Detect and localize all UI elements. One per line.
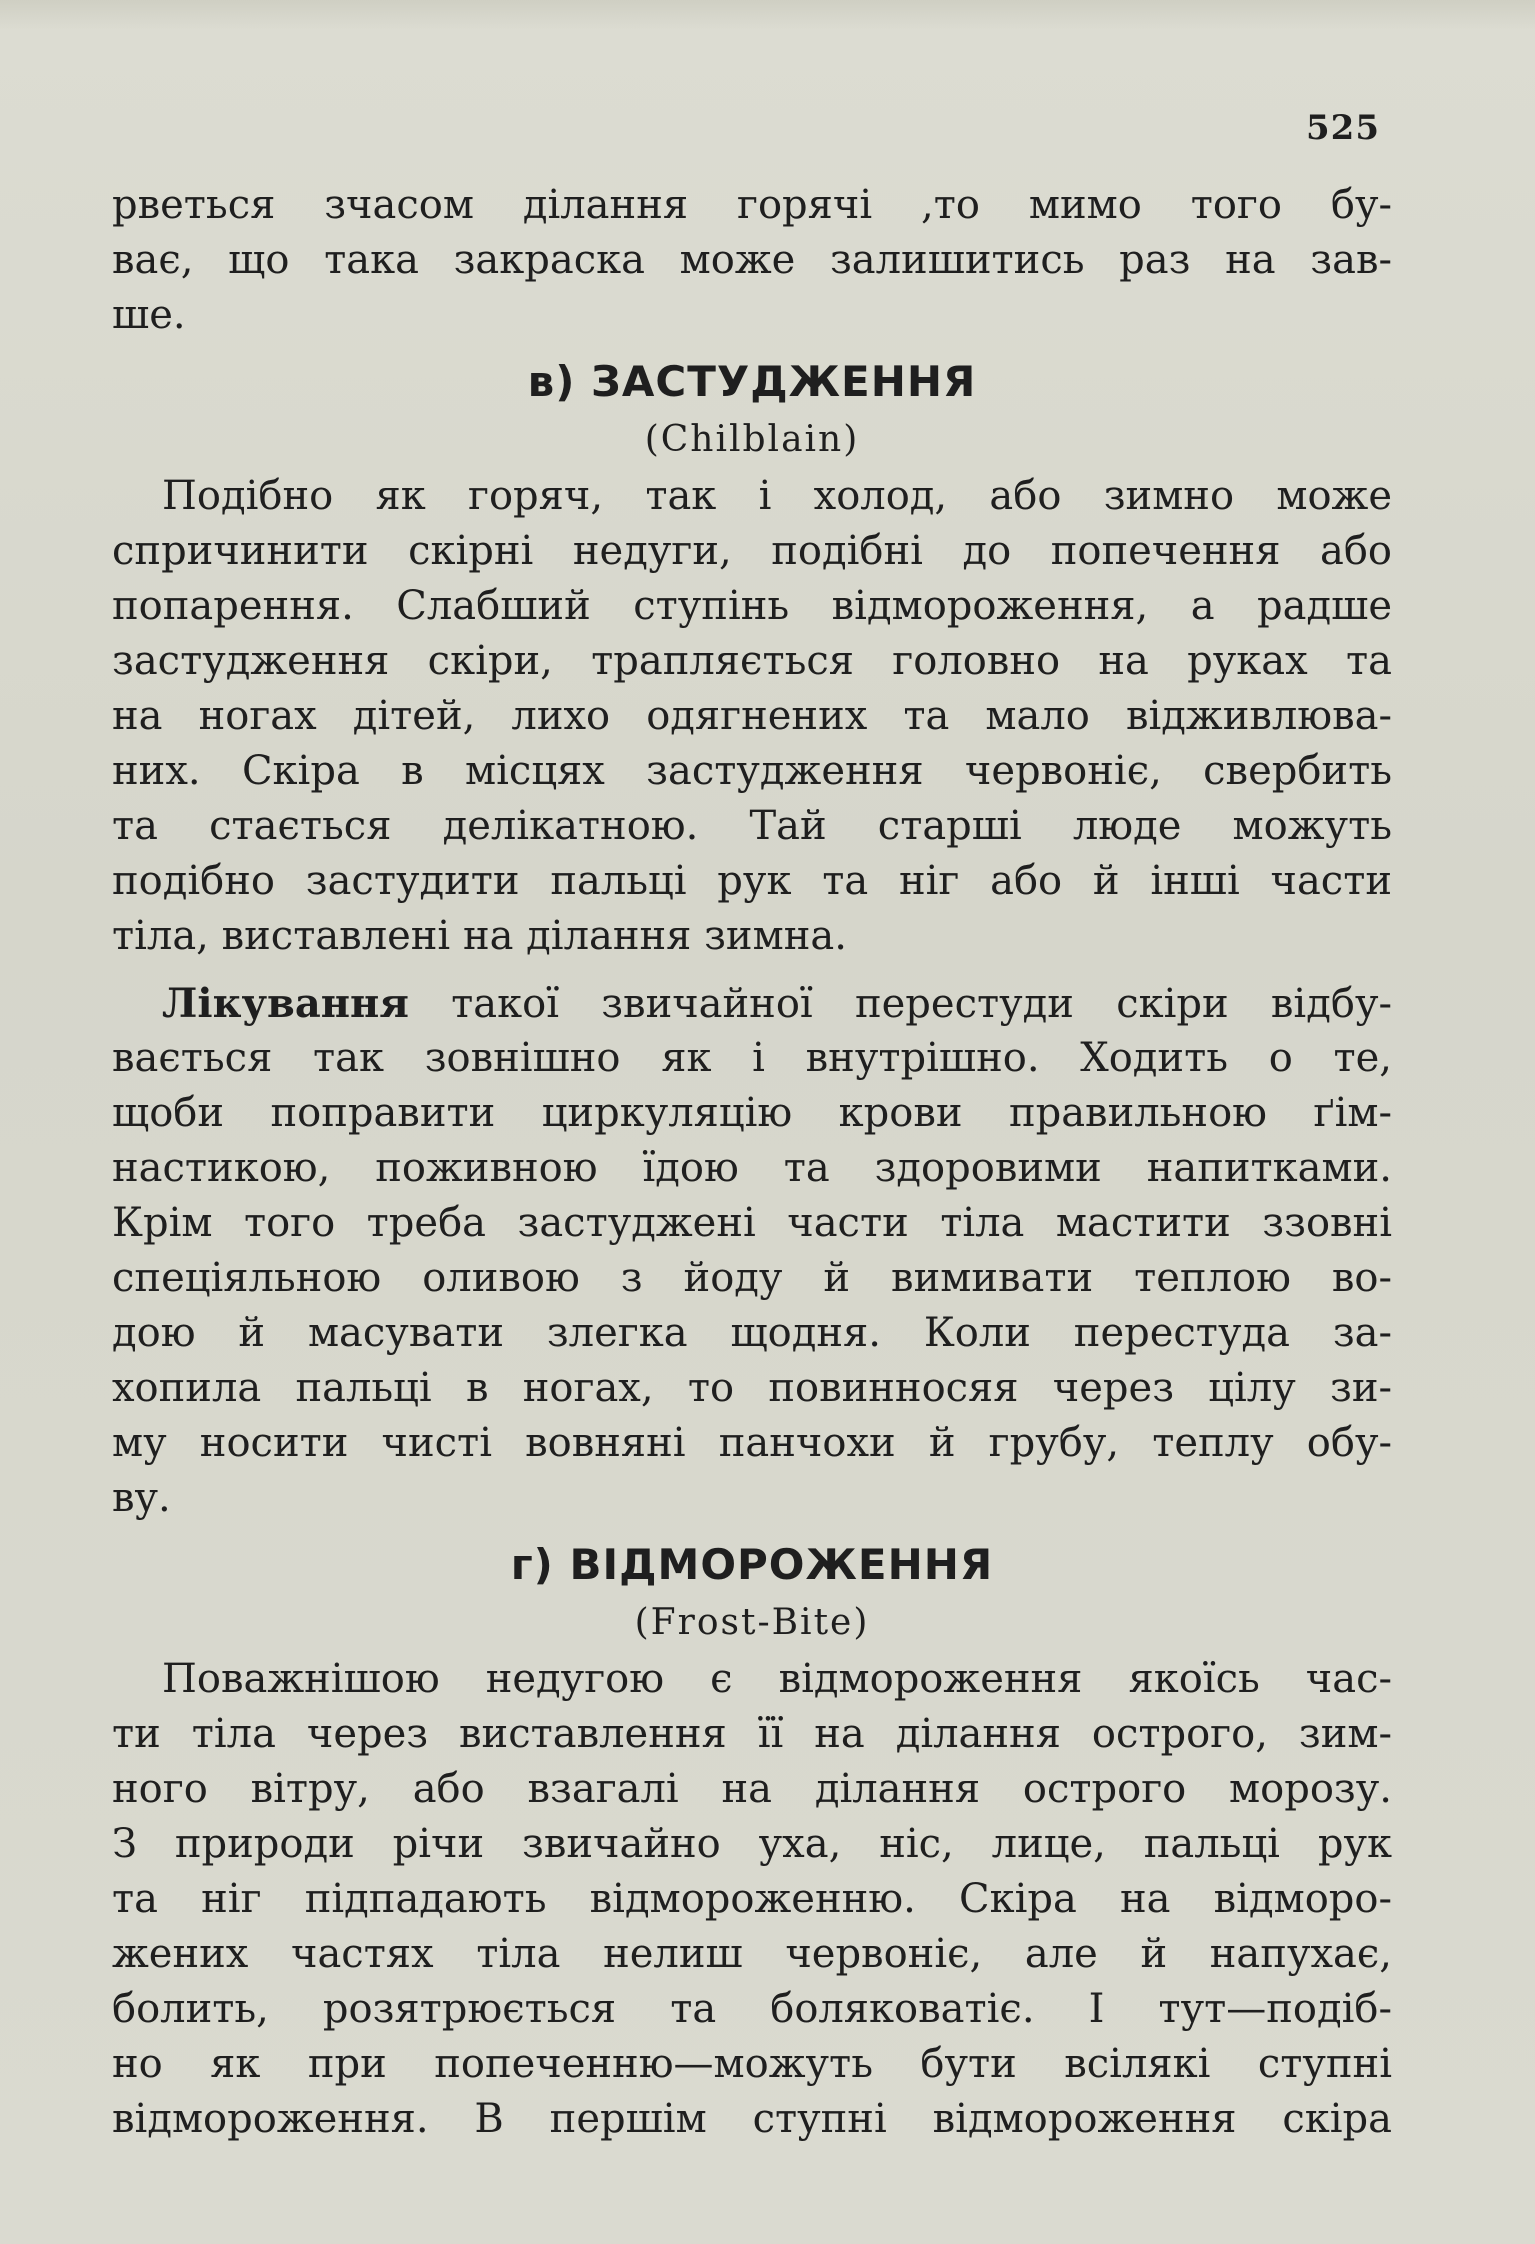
page-top-shadow: [0, 0, 1535, 30]
text-line: хопила пальці в ногах, то повинносяя через цілу зи-: [112, 1365, 1392, 1411]
text-line: ти тіла через виставлення її на ділання острого, зим-: [112, 1711, 1392, 1757]
section-subheading-chilblain: (Chilblain): [644, 419, 860, 460]
section-heading-frostbite: г) ВІДМОРОЖЕННЯ: [510, 1540, 994, 1589]
text-line: жених частях тіла нелиш червоніє, але й напухає,: [112, 1931, 1392, 1977]
text-line: ного вітру, або взагалі на ділання острого морозу.: [112, 1766, 1392, 1812]
section-heading-chilblain: в) ЗАСТУДЖЕННЯ: [527, 357, 977, 406]
paragraph-gap: [112, 964, 1392, 976]
text-line: щоби поправити циркуляцію крови правильною ґім-: [112, 1090, 1392, 1136]
text-line: та ніг підпадають відмороженню. Скіра на відморо-: [112, 1876, 1392, 1922]
paragraph-chilblain-treatment: [112, 976, 1392, 1526]
text-line: ву.: [112, 1475, 171, 1521]
text-line: вається так зовнішно як і внутрішно. Ходить о те,: [112, 1035, 1392, 1081]
text-line: застудження скіри, трапляється головно на руках та: [112, 638, 1392, 684]
text-span: такої звичайної перестуди скіри відбу-: [408, 981, 1392, 1027]
text-line: му носити чисті вовняні панчохи й грубу, теплу обу-: [112, 1420, 1392, 1466]
bold-lead-word: Лікування: [162, 980, 409, 1027]
text-line: З природи річи звичайно уха, ніс, лице, пальці рук: [112, 1821, 1392, 1867]
text-line: рветься зчасом ділання горячі ,то мимо того бу-: [112, 182, 1392, 228]
text-line: на ногах дітей, лихо одягнених та мало відживлюва-: [112, 693, 1392, 739]
intro-paragraph: [112, 178, 1392, 343]
text-line: та стається делікатною. Тай старші люде можуть: [112, 803, 1392, 849]
text-line: спричинити скірні недуги, подібні до попечення або: [112, 528, 1392, 574]
text-line: Крім того треба застуджені части тіла мастити ззовні: [112, 1200, 1392, 1246]
paragraph-chilblain-description: [112, 469, 1392, 964]
section-subheading-frostbite: (Frost-Bite): [634, 1602, 870, 1643]
text-line: [112, 976, 1392, 1031]
text-line: но як при попеченню—можуть бути всілякі ступні: [112, 2041, 1392, 2087]
text-line: них. Скіра в місцях застудження червоніє, свербить: [112, 748, 1392, 794]
paragraph-lines: [112, 1031, 1392, 1526]
text-line: ває, що така закраска може залишитись раз на зав-: [112, 237, 1392, 283]
text-line: тіла, виставлені на ділання зимна.: [112, 913, 847, 959]
text-line: настикою, поживною їдою та здоровими напитками.: [112, 1145, 1392, 1191]
text-line: попарення. Слабший ступінь відмороження, а радше: [112, 583, 1392, 629]
text-line: болить, розятрюється та боляковатіє. І тут—подіб-: [112, 1986, 1392, 2032]
text-line: подібно застудити пальці рук та ніг або й інші части: [112, 858, 1392, 904]
page-number: 525: [1306, 108, 1380, 148]
text-line: відмороження. В першім ступні відмороження скіра: [112, 2096, 1392, 2142]
paragraph-frostbite-description: [112, 1652, 1392, 2147]
text-line: дою й масувати злегка щодня. Коли перестуда за-: [112, 1310, 1392, 1356]
text-line: Подібно як горяч, так і холод, або зимно може: [162, 473, 1392, 519]
text-line: спеціяльною оливою з йоду й вимивати теплою во-: [112, 1255, 1392, 1301]
text-line: ше.: [112, 292, 186, 338]
page-text: [112, 178, 1392, 2147]
text-line: Поважнішою недугою є відмороження якоїсь час-: [162, 1656, 1392, 1702]
